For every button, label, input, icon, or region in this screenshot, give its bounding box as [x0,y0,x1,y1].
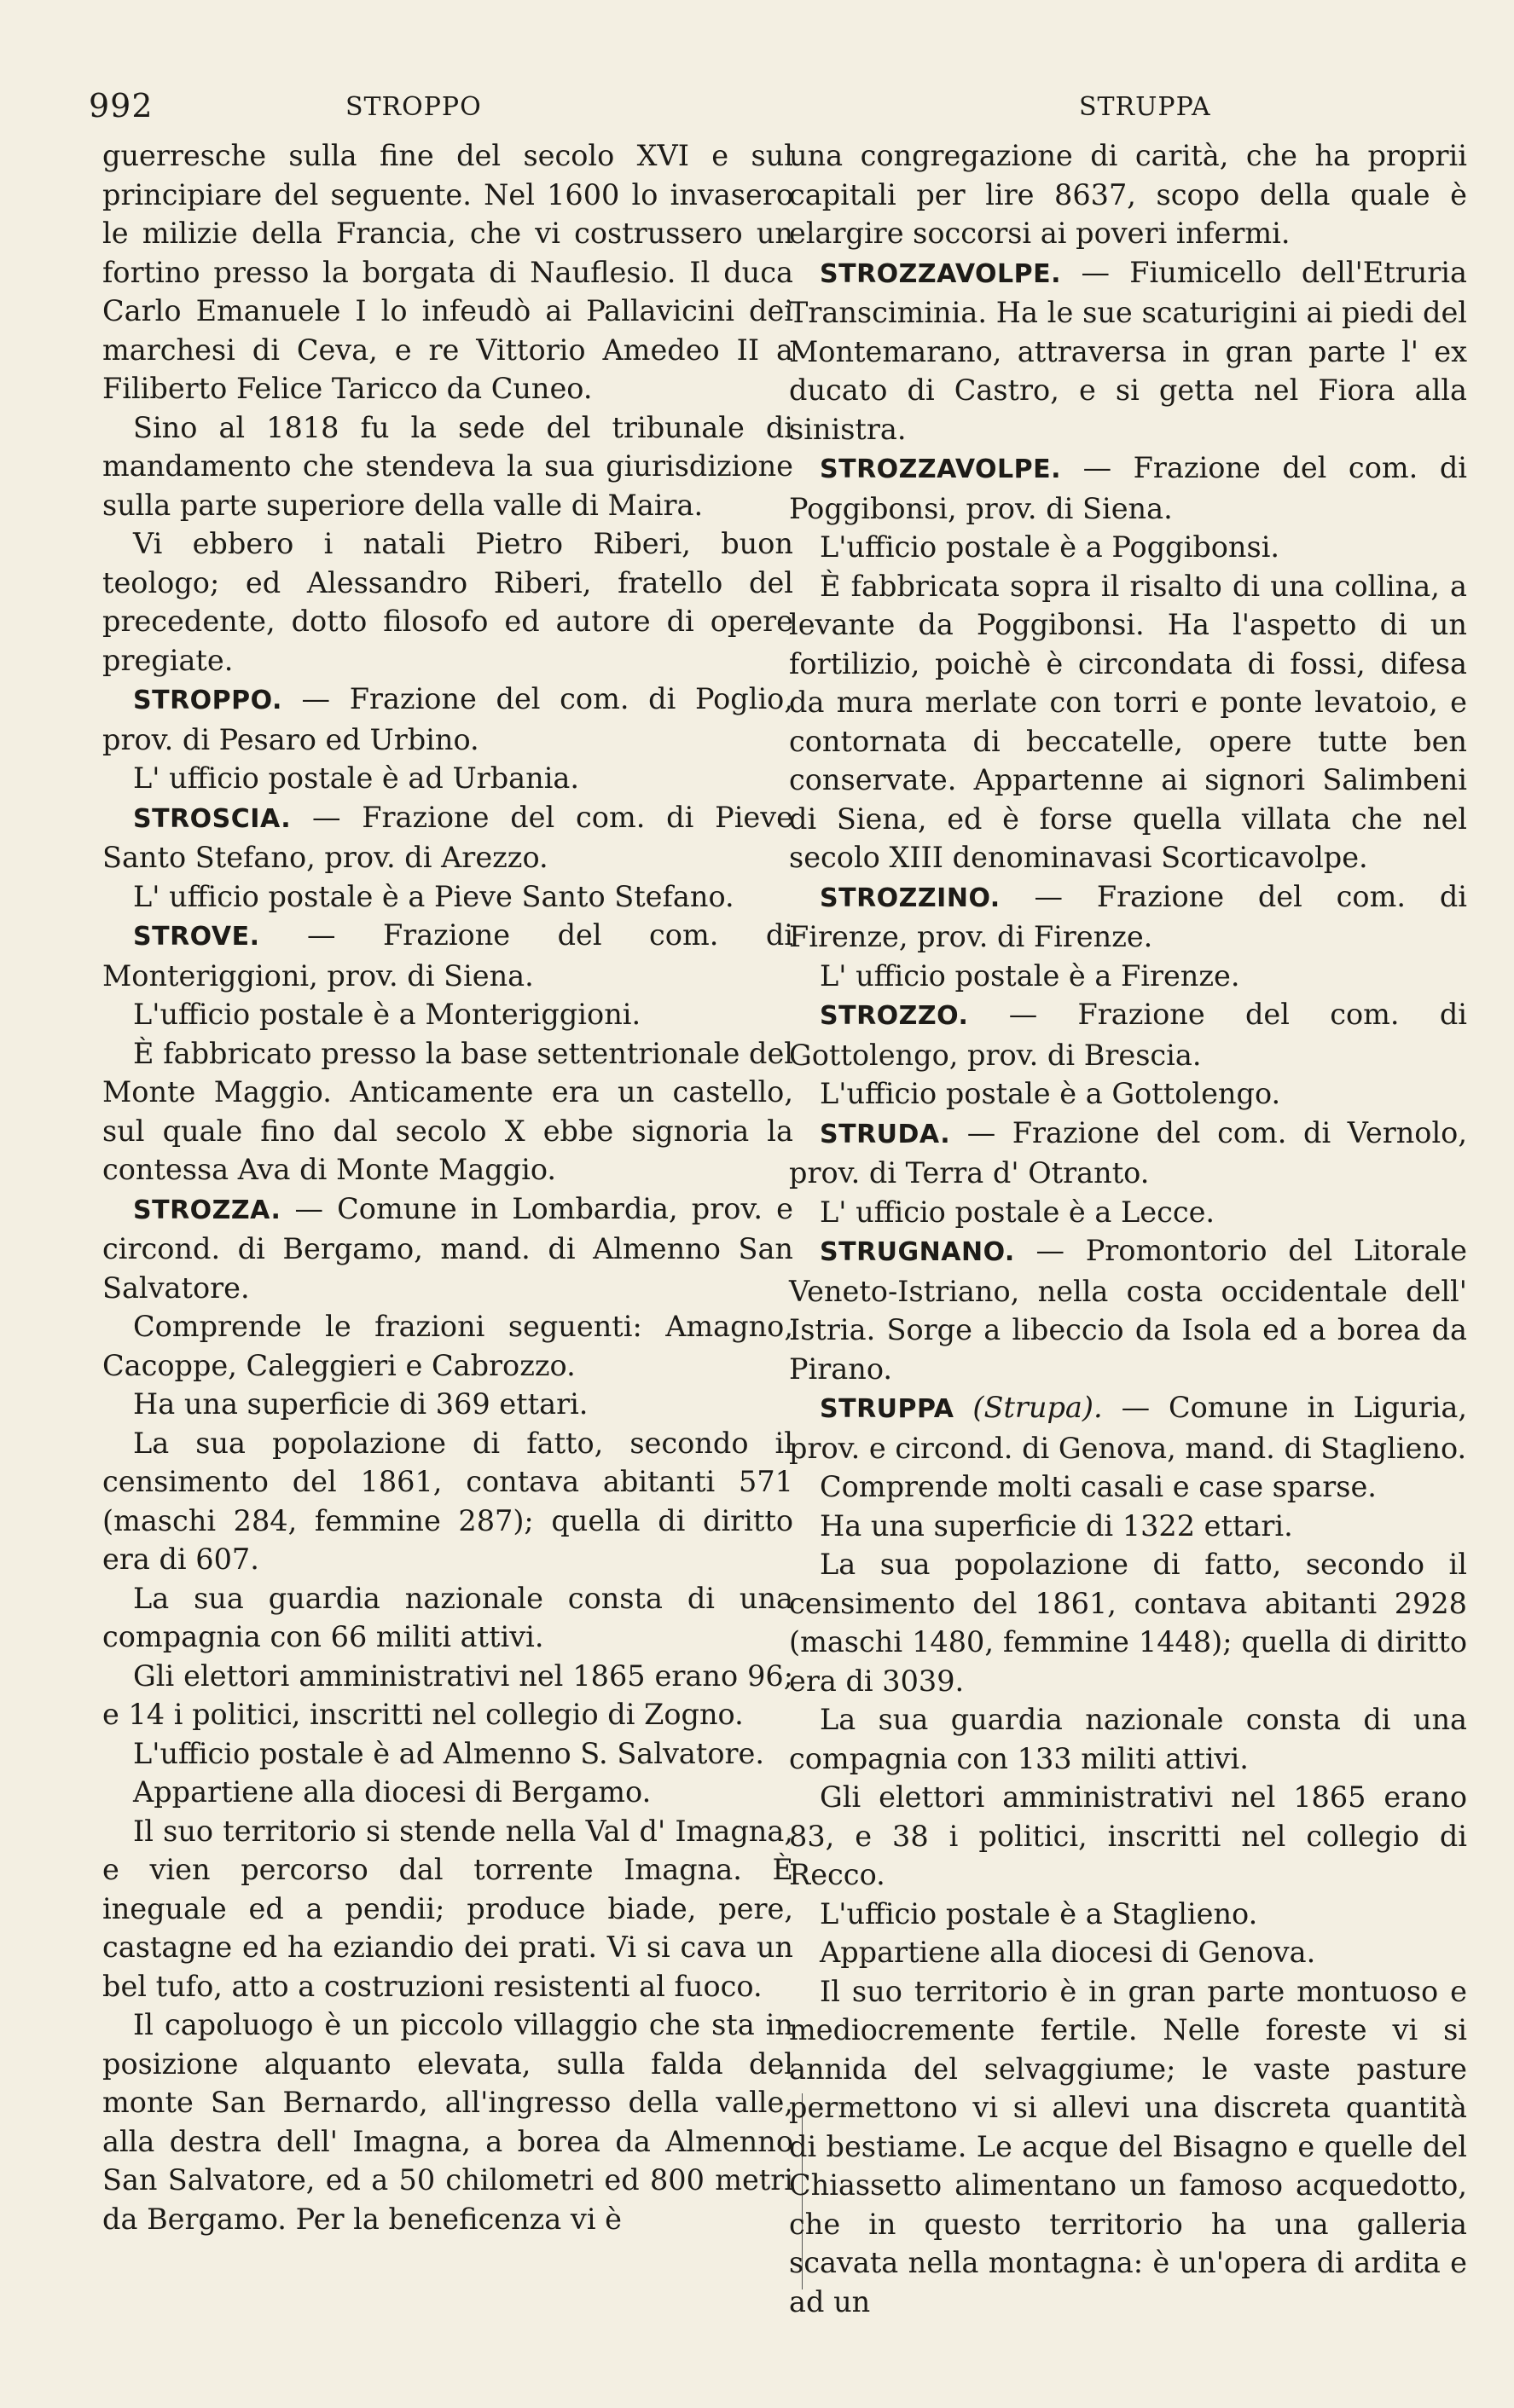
paragraph: L'ufficio postale è a Monteriggioni. [133,998,641,1031]
paragraph: La sua popolazione di fatto, secondo il censimento del 1861, contava abitanti 2928 (maschi 1480, femmine 1448); quella di diritto era di 3039. [789,1548,1467,1698]
entry-text: — Frazione del com. di Gottolengo, prov. di Brescia. [789,998,1468,1072]
paragraph: Vi ebbero i natali Pietro Riberi, buon teologo; ed Alessandro Riberi, fratello del precedente, dotto filosofo ed autore di opere pregiate. [102,527,793,677]
paragraph: Gli elettori amministrativi nel 1865 erano 83, e 38 i politici, inscritti nel collegio di Recco. [789,1780,1467,1891]
paragraph: Comprende le frazioni seguenti: Amagno, Cacoppe, Caleggieri e Cabrozzo. [102,1310,793,1382]
paragraph: Il capoluogo è un piccolo villaggio che sta in posizione alquanto elevata, sulla falda del monte San Bernardo, all'ingresso della valle, alla destra dell' Imagna, a borea da Almenno San Salvatore, ed a 50 chilometri ed 800 metri da Bergamo. Per la beneficenza vi è [102,2008,793,2236]
entry-text: — Frazione del com. di Poglio, prov. di Pesaro ed Urbino. [102,682,793,756]
paragraph: L'ufficio postale è a Poggibonsi. [820,530,1280,564]
paragraph: Appartiene alla diocesi di Genova. [820,1936,1316,1969]
entry-text: — Frazione del com. di Poggibonsi, prov. di Siena. [789,451,1467,525]
entry-title: STROSCIA. [133,803,292,834]
paragraph: Appartiene alla diocesi di Bergamo. [133,1775,652,1809]
paragraph: Ha una superficie di 1322 ettari. [820,1508,1293,1543]
paragraph: L'ufficio postale è ad Almenno S. Salvatore. [133,1736,764,1770]
right-running-title: STRUPPA [1079,92,1211,122]
entry-title: STROPPO. [133,686,282,715]
entry-title: STROZZINO. [820,883,1001,913]
entry-text: — Frazione del com. di Vernolo, prov. di Terra d' Otranto. [789,1115,1467,1190]
entry-title: STRUGNANO. [820,1237,1015,1267]
paragraph: Il suo territorio è in gran parte montuoso e mediocremente fertile. Nelle foreste vi si annida del selvaggiume; le vaste pasture permettono vi si allevi una discreta quantità di bestiame. Le acque del Bisagno e quelle del Chiassetto alimentano un famoso acquedotto, che in questo territorio ha una galleria scavata nella montagna: è un'opera di ardita e ad un [789,1974,1467,2318]
paragraph: L' ufficio postale è a Lecce. [820,1195,1215,1229]
entry-struda [789,1114,1467,1193]
entry-strozza [102,1190,793,1308]
running-header [0,87,1514,135]
paragraph: L' ufficio postale è a Pieve Santo Stefano. [133,879,734,913]
entry-title: STROZZA. [133,1195,281,1225]
paragraph: L' ufficio postale è ad Urbania. [133,761,580,795]
page-number: 992 [89,87,154,124]
entry-stroppo [102,680,793,759]
paragraph: È fabbricata sopra il risalto di una collina, a levante da Poggibonsi. Ha l'aspetto di un fortilizio, poichè è circondata di fossi, difesa da mura merlate con torri e ponte levatoio, e contornata di beccatelle, opere tutte ben conservate. Appartenne ai signori Salimbeni di Siena, ed è forse quella villata che nel secolo XIII denominavasi Scorticavolpe. [789,569,1467,874]
paragraph: La sua guardia nazionale consta di una compagnia con 66 militi attivi. [102,1581,793,1653]
paragraph: La sua popolazione di fatto, secondo il censimento del 1861, contava abitanti 571 (maschi 284, femmine 287); quella di diritto era di 607. [102,1426,793,1576]
paragraph: Comprende molti casali e case sparse. [820,1470,1377,1503]
paragraph: Sino al 1818 fu la sede del tribunale di mandamento che stendeva la sua giurisdizione sulla parte superiore della valle di Maira. [102,410,793,522]
entry-strozzavolpe-river [789,253,1467,449]
entry-title: STROVE. [133,922,260,952]
left-column [102,136,793,2238]
paragraph: una congregazione di carità, che ha proprii capitali per lire 8637, scopo della quale è elargire soccorsi ai poveri infermi. [789,139,1467,250]
entry-text: — Comune in Lombardia, prov. e circond. di Bergamo, mand. di Almenno San Salvatore. [102,1191,793,1305]
entry-text: — Frazione del com. di Pieve Santo Stefano, prov. di Arezzo. [102,800,793,874]
paragraph: L' ufficio postale è a Firenze. [820,958,1240,993]
entry-strugnano [789,1231,1467,1388]
left-running-title: STROPPO [345,92,482,122]
entry-strozzino [789,877,1467,957]
right-column [789,136,1467,2321]
paragraph: L'ufficio postale è a Gottolengo. [820,1077,1281,1110]
entry-text: — Comune in Liguria, prov. e circond. di Genova, mand. di Staglieno. [789,1391,1468,1465]
paragraph: È fabbricato presso la base settentrionale del Monte Maggio. Anticamente era un castello, sul quale fino dal secolo X ebbe signoria la contessa Ava di Monte Maggio. [102,1036,793,1186]
entry-text: — Promontorio del Litorale Veneto-Istriano, nella costa occidentale dell' Istria. Sorge a libeccio da Isola ed a borea da Pirano. [789,1234,1467,1386]
paragraph: L'ufficio postale è a Staglieno. [820,1896,1258,1930]
paragraph: guerresche sulla fine del secolo XVI e sul principiare del seguente. Nel 1600 lo invasero le milizie della Francia, che vi costrussero un fortino presso la borgata di Nauflesio. Il duca Carlo Emanuele I lo infeudò ai Pallavicini dei marchesi di Ceva, e re Vittorio Amedeo II a Filiberto Felice Taricco da Cuneo. [102,139,793,405]
paragraph: Gli elettori amministrativi nel 1865 erano 96; e 14 i politici, inscritti nel collegio di Zogno. [102,1658,793,1731]
entry-strozzo [789,995,1467,1074]
entry-strozzavolpe-hamlet [789,449,1467,528]
entry-title: STRUDA. [820,1119,951,1149]
entry-alt-name: (Strupa). [972,1391,1103,1424]
entry-title: STROZZO. [820,1001,969,1031]
entry-text: — Fiumicello dell'Etruria Transciminia. Ha le sue scaturigini ai piedi del Montemarano, attraversa in gran parte l' ex ducato di Castro, e si getta nel Fiora alla sinistra. [789,255,1467,446]
entry-strove [102,916,793,995]
paragraph: La sua guardia nazionale consta di una compagnia con 133 militi attivi. [789,1703,1467,1775]
entry-text: — Frazione del com. di Monteriggioni, prov. di Siena. [102,918,794,993]
paragraph: Ha una superficie di 369 ettari. [133,1387,589,1421]
entry-stroscia [102,798,793,877]
entry-title: STRUPPA [820,1394,954,1424]
paragraph: Il suo territorio si stende nella Val d' Imagna, e vien percorso dal torrente Imagna. È ineguale ed a pendii; produce biade, pere, castagne ed ha eziandio dei prati. Vi si cava un bel tufo, atto a costruzioni resistenti al fuoco. [102,1814,793,2003]
entry-title: STROZZAVOLPE. [820,258,1062,289]
entry-text: — Frazione del com. di Firenze, prov. di Firenze. [789,879,1467,953]
entry-struppa [789,1388,1467,1467]
entry-title: STROZZAVOLPE. [820,454,1062,484]
